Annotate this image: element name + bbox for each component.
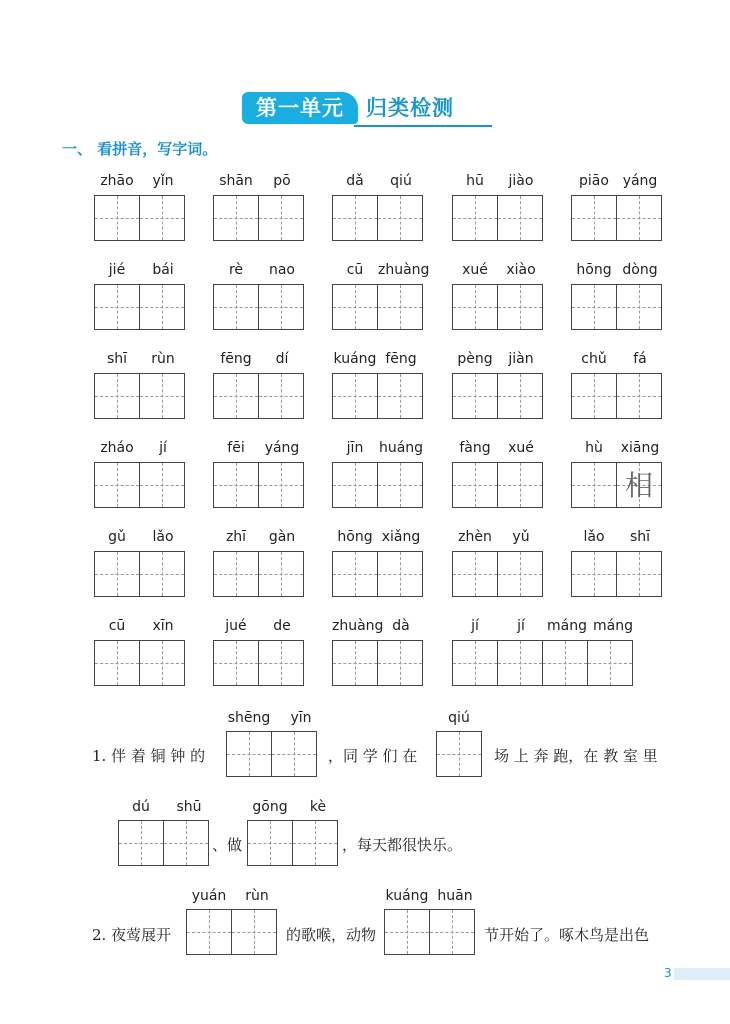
- s1-mid1: ，同 学 们 在: [328, 747, 418, 765]
- writing-cell[interactable]: [94, 195, 140, 241]
- pinyin-syllable: gàn: [268, 529, 296, 545]
- pinyin-syllable: hōng: [576, 262, 612, 278]
- writing-cell[interactable]: [384, 909, 430, 955]
- pinyin-syllable: pō: [273, 173, 291, 189]
- word-pinyin: [452, 262, 544, 278]
- pinyin-syllable: bái: [152, 262, 174, 278]
- word-pinyin: [452, 440, 544, 456]
- word-pinyin: [94, 173, 186, 189]
- pinyin-syllable: zháo: [100, 440, 134, 456]
- pinyin-syllable: jīn: [346, 440, 364, 456]
- writing-cell[interactable]: [497, 551, 543, 597]
- writing-cell[interactable]: [377, 551, 423, 597]
- writing-cell[interactable]: [377, 462, 423, 508]
- s1-blank3-grid[interactable]: [118, 820, 209, 866]
- writing-grid[interactable]: [571, 284, 662, 330]
- writing-cell[interactable]: [571, 462, 617, 508]
- writing-cell[interactable]: [213, 373, 259, 419]
- writing-cell[interactable]: [258, 195, 304, 241]
- word-pinyin: [213, 440, 305, 456]
- pinyin-syllable: gōng: [252, 799, 288, 815]
- page-number: 3: [664, 966, 672, 980]
- pinyin-syllable: fàng: [459, 440, 491, 456]
- s1-blank1-grid[interactable]: [226, 731, 317, 777]
- s1-blank2-grid[interactable]: [436, 731, 482, 777]
- pinyin-syllable: dà: [392, 618, 410, 634]
- word-pinyin: [332, 262, 430, 278]
- pinyin-syllable: qiú: [448, 710, 470, 726]
- word-pinyin: [94, 351, 186, 367]
- s2-mid1: 的歌喉，动物: [286, 926, 377, 944]
- title-underline: [354, 125, 492, 127]
- writing-cell[interactable]: [118, 820, 164, 866]
- writing-cell[interactable]: [452, 373, 498, 419]
- writing-cell[interactable]: [139, 640, 185, 686]
- writing-cell[interactable]: [542, 640, 588, 686]
- pinyin-syllable: huáng: [378, 440, 424, 456]
- writing-cell[interactable]: [497, 462, 543, 508]
- unit-title: [242, 92, 492, 128]
- writing-cell[interactable]: [258, 373, 304, 419]
- pinyin-syllable: zhī: [225, 529, 247, 545]
- pinyin-syllable: hù: [585, 440, 603, 456]
- s2-suffix: 节开始了。啄木鸟是出色: [484, 926, 650, 944]
- s1-prefix: 1. 伴 着 铜 钟 的: [92, 747, 206, 765]
- writing-cell[interactable]: [213, 462, 259, 508]
- pinyin-syllable: pèng: [457, 351, 493, 367]
- writing-grid[interactable]: [452, 640, 633, 686]
- pinyin-syllable: zhuàng: [378, 262, 430, 278]
- writing-cell[interactable]: [497, 373, 543, 419]
- pinyin-syllable: yǐn: [152, 173, 174, 189]
- word-pinyin: [332, 440, 424, 456]
- writing-cell[interactable]: [616, 373, 662, 419]
- writing-cell[interactable]: [258, 551, 304, 597]
- writing-grid[interactable]: [332, 551, 423, 597]
- writing-cell[interactable]: [332, 195, 378, 241]
- word-pinyin: [452, 351, 544, 367]
- pinyin-syllable: huān: [437, 888, 473, 904]
- writing-cell[interactable]: [497, 640, 543, 686]
- section-heading: 一、 看拼音，写字词。: [62, 140, 218, 158]
- pinyin-syllable: jí: [159, 440, 167, 456]
- writing-cell[interactable]: [94, 551, 140, 597]
- word-pinyin: [571, 262, 663, 278]
- writing-cell[interactable]: [377, 373, 423, 419]
- word-pinyin: [94, 440, 186, 456]
- pinyin-syllable: piāo: [579, 173, 609, 189]
- pinyin-syllable: xiǎng: [381, 529, 421, 545]
- writing-cell[interactable]: [571, 195, 617, 241]
- writing-cell[interactable]: [292, 820, 338, 866]
- word-pinyin: [94, 618, 186, 634]
- pinyin-syllable: gǔ: [108, 529, 126, 545]
- pinyin-syllable: qiú: [390, 173, 412, 189]
- writing-grid[interactable]: [452, 284, 543, 330]
- writing-cell[interactable]: [213, 640, 259, 686]
- s1-mid2: 场 上 奔 跑，在 教 室 里: [494, 747, 658, 765]
- word-pinyin: [571, 351, 663, 367]
- word-pinyin: [213, 262, 305, 278]
- pinyin-syllable: jí: [471, 618, 479, 634]
- pinyin-syllable: shēng: [227, 710, 271, 726]
- writing-cell[interactable]: [332, 462, 378, 508]
- writing-cell[interactable]: [94, 284, 140, 330]
- writing-cell[interactable]: [332, 373, 378, 419]
- pinyin-syllable: zhuàng: [332, 618, 384, 634]
- filled-character: 相: [624, 469, 653, 502]
- writing-cell[interactable]: [139, 551, 185, 597]
- pinyin-syllable: kuáng: [333, 351, 377, 367]
- writing-cell[interactable]: [497, 284, 543, 330]
- writing-cell[interactable]: [616, 195, 662, 241]
- writing-cell[interactable]: [186, 909, 232, 955]
- writing-cell[interactable]: [429, 909, 475, 955]
- writing-cell[interactable]: [436, 731, 482, 777]
- pinyin-syllable: xué: [462, 262, 488, 278]
- s1-blank4-pinyin: [247, 799, 341, 815]
- s2-blank1-grid[interactable]: [186, 909, 277, 955]
- pinyin-syllable: de: [273, 618, 291, 634]
- s2-blank2-pinyin: [384, 888, 478, 904]
- writing-cell[interactable]: [452, 195, 498, 241]
- writing-grid[interactable]: [94, 284, 185, 330]
- writing-cell[interactable]: [571, 284, 617, 330]
- writing-cell[interactable]: [452, 640, 498, 686]
- writing-grid[interactable]: [571, 195, 662, 241]
- pinyin-syllable: xiào: [506, 262, 536, 278]
- pinyin-syllable: hōng: [337, 529, 373, 545]
- writing-grid[interactable]: [213, 195, 304, 241]
- writing-cell[interactable]: [452, 462, 498, 508]
- writing-cell[interactable]: [452, 551, 498, 597]
- pinyin-syllable: jiàn: [508, 351, 534, 367]
- pinyin-syllable: shān: [219, 173, 253, 189]
- pinyin-syllable: yǔ: [512, 529, 530, 545]
- writing-grid[interactable]: [213, 284, 304, 330]
- pinyin-syllable: cū: [346, 262, 364, 278]
- pinyin-syllable: yuán: [191, 888, 227, 904]
- word-pinyin: [213, 351, 305, 367]
- s1-blank1-pinyin: [226, 710, 324, 726]
- writing-cell[interactable]: [587, 640, 633, 686]
- writing-cell[interactable]: [332, 284, 378, 330]
- pinyin-syllable: máng: [593, 618, 633, 634]
- writing-grid[interactable]: [213, 373, 304, 419]
- word-pinyin: [332, 173, 424, 189]
- writing-cell[interactable]: [213, 284, 259, 330]
- writing-cell[interactable]: [616, 551, 662, 597]
- pinyin-syllable: fēng: [220, 351, 252, 367]
- writing-cell[interactable]: [139, 284, 185, 330]
- pinyin-syllable: cū: [108, 618, 126, 634]
- pinyin-syllable: fēng: [385, 351, 417, 367]
- writing-cell[interactable]: [377, 195, 423, 241]
- s1-blank2-pinyin: [436, 710, 482, 726]
- writing-grid[interactable]: [213, 462, 304, 508]
- pinyin-syllable: jí: [517, 618, 525, 634]
- writing-grid[interactable]: [571, 373, 662, 419]
- s1-blank4-grid[interactable]: [247, 820, 338, 866]
- writing-grid[interactable]: [332, 284, 423, 330]
- writing-cell[interactable]: [332, 640, 378, 686]
- writing-grid[interactable]: [94, 551, 185, 597]
- writing-grid[interactable]: [94, 640, 185, 686]
- word-pinyin: [571, 440, 663, 456]
- word-pinyin: [332, 351, 424, 367]
- writing-grid[interactable]: [332, 640, 423, 686]
- pinyin-syllable: yīn: [290, 710, 312, 726]
- pinyin-syllable: máng: [547, 618, 587, 634]
- pinyin-syllable: shū: [176, 799, 202, 815]
- title-sub: 归类检测: [366, 95, 454, 120]
- writing-cell[interactable]: [139, 373, 185, 419]
- pinyin-syllable: lǎo: [152, 529, 174, 545]
- pinyin-syllable: yáng: [264, 440, 300, 456]
- writing-grid[interactable]: [571, 462, 662, 508]
- pinyin-syllable: xué: [508, 440, 534, 456]
- writing-grid[interactable]: [94, 462, 185, 508]
- pinyin-syllable: rè: [228, 262, 244, 278]
- pinyin-syllable: dǎ: [346, 173, 364, 189]
- pinyin-syllable: nao: [268, 262, 296, 278]
- pinyin-syllable: hū: [466, 173, 484, 189]
- writing-cell[interactable]: [616, 462, 662, 508]
- writing-grid[interactable]: [452, 195, 543, 241]
- word-pinyin: [571, 529, 663, 545]
- s2-blank1-pinyin: [186, 888, 280, 904]
- writing-grid[interactable]: [213, 551, 304, 597]
- word-pinyin: [452, 173, 544, 189]
- writing-cell[interactable]: [94, 640, 140, 686]
- writing-cell[interactable]: [258, 462, 304, 508]
- writing-cell[interactable]: [213, 551, 259, 597]
- pinyin-syllable: fá: [633, 351, 647, 367]
- pinyin-syllable: jué: [225, 618, 247, 634]
- pinyin-syllable: xīn: [152, 618, 174, 634]
- writing-cell[interactable]: [258, 284, 304, 330]
- pinyin-syllable: kè: [309, 799, 327, 815]
- word-pinyin: [213, 529, 305, 545]
- writing-grid[interactable]: [452, 462, 543, 508]
- word-pinyin: [452, 618, 636, 634]
- writing-cell[interactable]: [139, 195, 185, 241]
- pinyin-syllable: xiāng: [620, 440, 660, 456]
- word-pinyin: [94, 262, 186, 278]
- pinyin-syllable: zhāo: [100, 173, 134, 189]
- writing-cell[interactable]: [163, 820, 209, 866]
- s2-blank2-grid[interactable]: [384, 909, 475, 955]
- writing-cell[interactable]: [616, 284, 662, 330]
- writing-cell[interactable]: [94, 462, 140, 508]
- writing-cell[interactable]: [213, 195, 259, 241]
- title-main: 第一单元: [242, 92, 358, 124]
- pinyin-syllable: yáng: [622, 173, 658, 189]
- word-pinyin: [571, 173, 663, 189]
- pinyin-syllable: rùn: [151, 351, 175, 367]
- word-pinyin: [213, 173, 305, 189]
- s1-mid3: 、做: [212, 836, 243, 854]
- writing-grid[interactable]: [94, 373, 185, 419]
- page-number-bar: [674, 968, 730, 980]
- writing-cell[interactable]: [571, 551, 617, 597]
- s1-blank3-pinyin: [118, 799, 212, 815]
- pinyin-syllable: shī: [629, 529, 651, 545]
- writing-cell[interactable]: [571, 373, 617, 419]
- pinyin-syllable: jiào: [508, 173, 534, 189]
- writing-cell[interactable]: [377, 284, 423, 330]
- pinyin-syllable: dòng: [622, 262, 658, 278]
- writing-cell[interactable]: [497, 195, 543, 241]
- pinyin-syllable: dí: [275, 351, 289, 367]
- writing-grid[interactable]: [452, 373, 543, 419]
- writing-grid[interactable]: [452, 551, 543, 597]
- writing-grid[interactable]: [332, 195, 423, 241]
- writing-cell[interactable]: [377, 640, 423, 686]
- s2-prefix: 2. 夜莺展开: [92, 926, 172, 944]
- writing-cell[interactable]: [452, 284, 498, 330]
- pinyin-syllable: shī: [106, 351, 128, 367]
- word-pinyin: [213, 618, 305, 634]
- pinyin-syllable: rùn: [245, 888, 269, 904]
- writing-cell[interactable]: [247, 820, 293, 866]
- writing-cell[interactable]: [332, 551, 378, 597]
- pinyin-syllable: chǔ: [581, 351, 607, 367]
- pinyin-syllable: zhèn: [458, 529, 492, 545]
- word-pinyin: [332, 529, 424, 545]
- writing-grid[interactable]: [332, 462, 423, 508]
- word-pinyin: [94, 529, 186, 545]
- writing-grid[interactable]: [213, 640, 304, 686]
- writing-grid[interactable]: [94, 195, 185, 241]
- writing-cell[interactable]: [271, 731, 317, 777]
- writing-cell[interactable]: [231, 909, 277, 955]
- s1-suffix: ，每天都很快乐。: [342, 836, 463, 854]
- pinyin-syllable: fēi: [227, 440, 245, 456]
- word-pinyin: [452, 529, 544, 545]
- pinyin-syllable: jié: [108, 262, 126, 278]
- pinyin-syllable: lǎo: [583, 529, 605, 545]
- pinyin-syllable: dú: [132, 799, 150, 815]
- pinyin-syllable: kuáng: [385, 888, 429, 904]
- writing-cell[interactable]: [226, 731, 272, 777]
- writing-grid[interactable]: [332, 373, 423, 419]
- word-pinyin: [332, 618, 424, 634]
- writing-cell[interactable]: [94, 373, 140, 419]
- writing-cell[interactable]: [139, 462, 185, 508]
- writing-cell[interactable]: [258, 640, 304, 686]
- writing-grid[interactable]: [571, 551, 662, 597]
